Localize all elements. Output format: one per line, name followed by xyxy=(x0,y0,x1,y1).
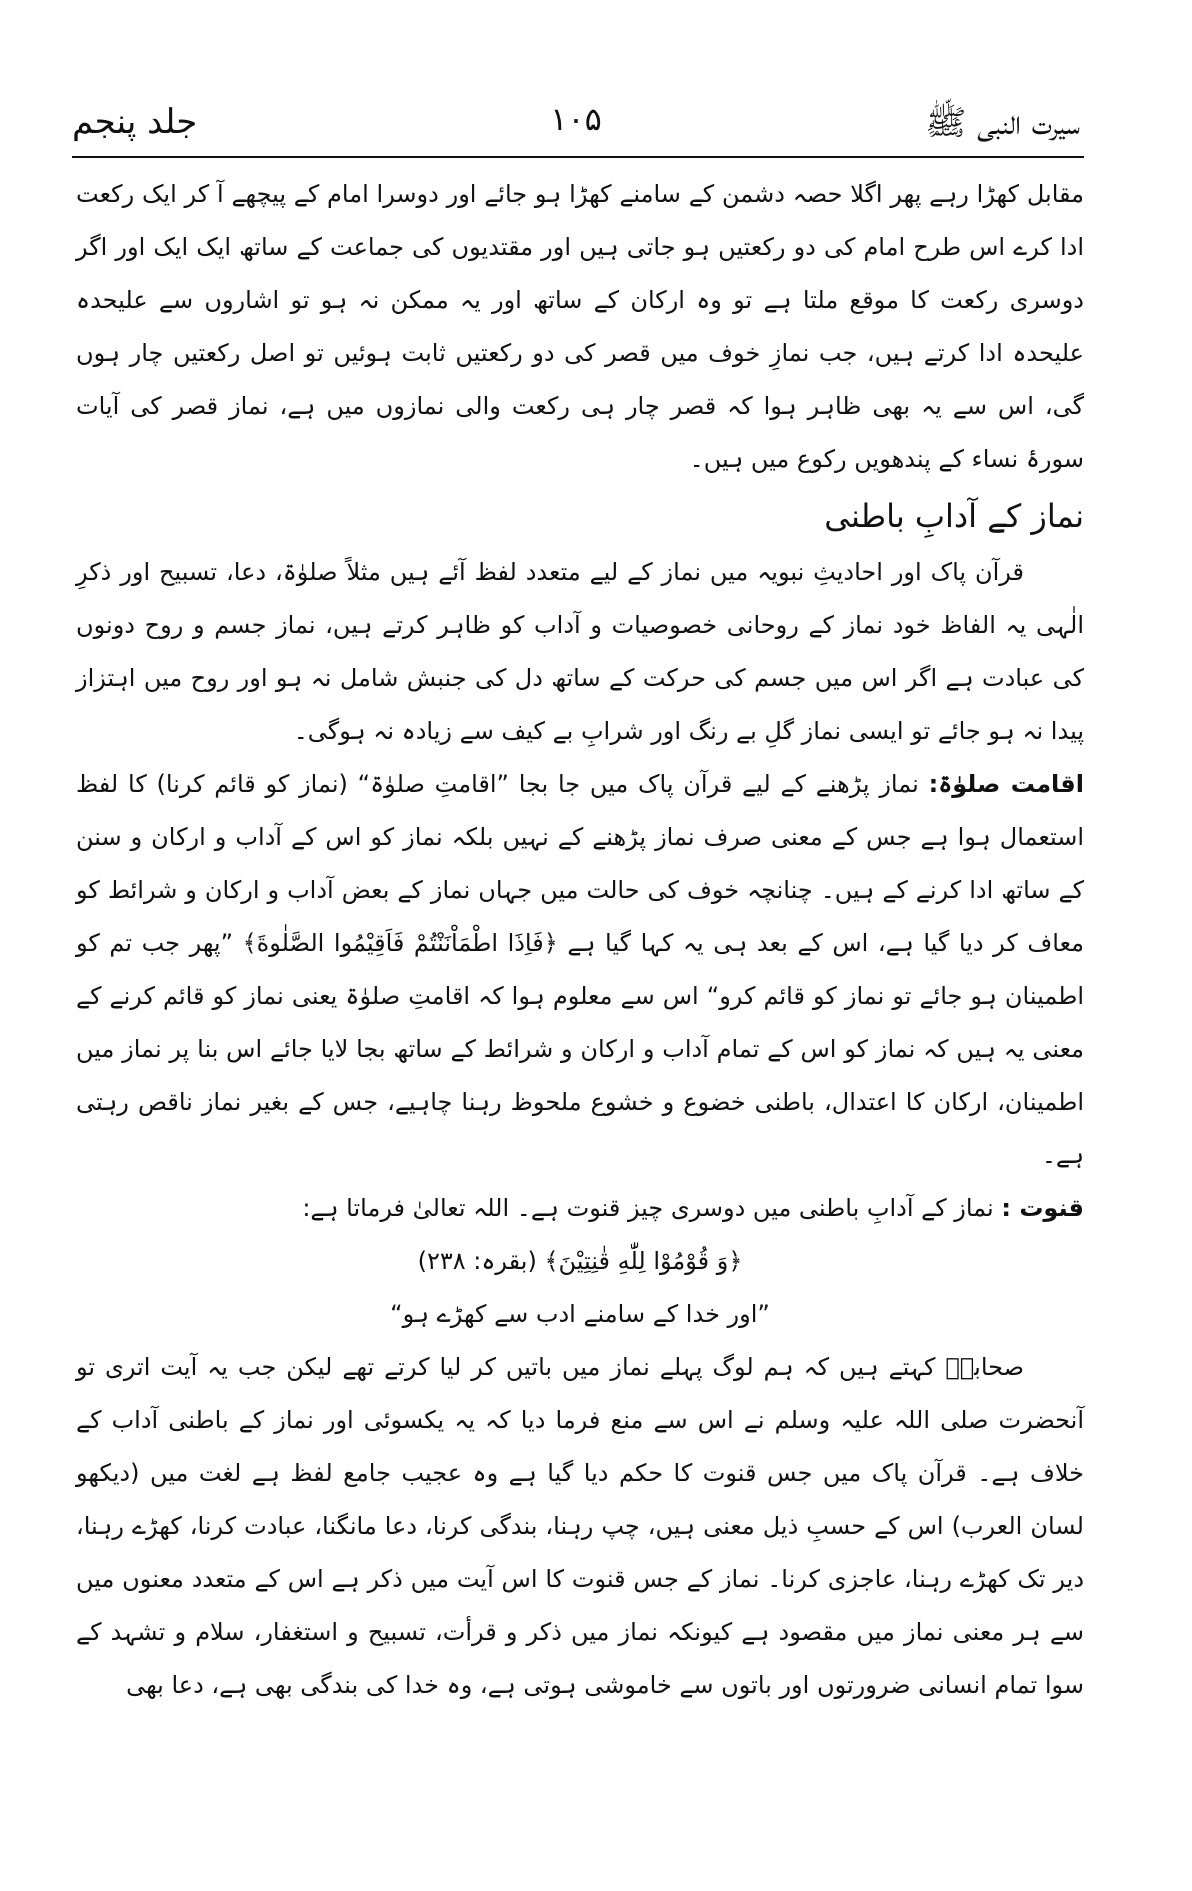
paragraph-qunoot xyxy=(76,1182,1084,1235)
page-number: ۱۰۵ xyxy=(550,100,602,138)
paragraph-qasr: مقابل کھڑا رہے پھر اگلا حصہ دشمن کے سامنے کھڑا ہو جائے اور دوسرا امام کے پیچھے آ کر ایک رکعت ادا کرے اس طرح امام کی دو رکعتیں ہو جاتی ہیں اور مقتدیوں کی جماعت کے ساتھ ایک ایک اور اگر دوسری رکعت کا موقع ملتا ہے تو وہ ارکان کے ساتھ اور یہ ممکن نہ ہو تو اشاروں سے علیحدہ علیحدہ ادا کرتے ہیں، جب نمازِ خوف میں قصر کی دو رکعتیں ثابت ہوئیں تو اصل رکعتیں چار ہوں گی، اس سے یہ بھی ظاہر ہوا کہ قصر چار ہی رکعت والی نمازوں میں ہے، نماز قصر کی آیات سورۂ نساء کے پندھویں رکوع میں ہیں۔ xyxy=(76,180,1084,473)
paragraph-iqamat-text: نماز پڑھنے کے لیے قرآن پاک میں جا بجا ”اقامتِ صلوٰۃ“ (نماز کو قائم کرنا) کا لفظ استعمال ہوا ہے جس کے معنی صرف نماز پڑھنے کے نہیں بلکہ نماز کو اس کے آداب و ارکان و سنن کے ساتھ ادا کرنے کے ہیں۔ چنانچہ خوف کی حالت میں جہاں نماز کے بعض آداب و ارکان و شرائط کو معاف کر دیا گیا ہے، اس کے بعد ہی یہ کہا گیا ہے ﴿فَاِذَا اطْمَاْنَنْتُمْ فَاَقِيْمُوا الصَّلٰوةَ﴾ ”پھر جب تم کو اطمینان ہو جائے تو نماز کو قائم کرو“ اس سے معلوم ہوا کہ اقامتِ صلوٰۃ یعنی نماز کو قائم کرنے کے معنی یہ ہیں کہ نماز کو اس کے تمام آداب و ارکان و شرائط کے ساتھ بجا لایا جائے اس بنا پر نماز میں اطمینان، ارکان کا اعتدال، باطنی خضوع و خشوع ملحوظ رہنا چاہیے، جس کے بغیر نماز ناقص رہتی ہے۔ xyxy=(76,770,1085,1169)
running-title: سیرت النبی ﷺ xyxy=(925,103,1080,143)
term-iqamat: اقامت صلوٰۃ: xyxy=(928,770,1085,798)
page-header xyxy=(72,96,1080,154)
verse-translation: ”اور خدا کے سامنے ادب سے کھڑے ہو“ xyxy=(390,1300,770,1328)
quran-verse: ﴿وَ قُوْمُوْا لِلّٰهِ قٰنِتِيْنَ﴾ (بقرہ: ۲۳۸) xyxy=(417,1247,743,1275)
paragraph-iqamat xyxy=(76,758,1084,1182)
paragraph-sahaba: صحابہؓ کہتے ہیں کہ ہم لوگ پہلے نماز میں باتیں کر لیا کرتے تھے لیکن جب یہ آیت اتری تو آنحضرت صلی اللہ علیہ وسلم نے اس سے منع فرما دیا کہ یہ یکسوئی اور نماز کے باطنی آداب کے خلاف ہے۔ قرآن پاک میں جس قنوت کا حکم دیا گیا ہے وہ عجیب جامع لفظ ہے لغت میں (دیکھو لسان العرب) اس کے حسبِ ذیل معنی ہیں، چپ رہنا، بندگی کرنا، دعا مانگنا، عبادت کرنا، کھڑے رہنا، دیر تک کھڑے رہنا، عاجزی کرنا۔ نماز کے جس قنوت کا اس آیت میں ذکر ہے اس کے متعدد معنوں میں سے ہر معنی نماز میں مقصود ہے کیونکہ نماز میں ذکر و قرأت، تسبیح و استغفار، سلام و تشہد کے سوا تمام انسانی ضرورتوں اور باتوں سے خاموشی ہوتی ہے، وہ خدا کی بندگی بھی ہے، دعا بھی xyxy=(76,1353,1084,1699)
term-qunoot: قنوت : xyxy=(1001,1194,1084,1222)
header-divider xyxy=(72,156,1084,158)
page-body xyxy=(76,168,1084,1712)
paragraph-qunoot-text: نماز کے آدابِ باطنی میں دوسری چیز قنوت ہے۔ اللہ تعالیٰ فرماتا ہے: xyxy=(302,1194,994,1222)
section-heading: نماز کے آدابِ باطنی xyxy=(824,497,1084,535)
paragraph-intro: قرآن پاک اور احادیثِ نبویہ میں نماز کے لیے متعدد لفظ آئے ہیں مثلاً صلوٰۃ، دعا، تسبیح اور ذکرِ الٰہی یہ الفاظ خود نماز کے روحانی خصوصیات و آداب کو ظاہر کرتے ہیں، نماز جسم و روح دونوں کی عبادت ہے اگر اس میں جسم کی حرکت کے ساتھ دل کی جنبش شامل نہ ہو اور روح میں اہتزاز پیدا نہ ہو جائے تو ایسی نماز گلِ بے رنگ اور شرابِ بے کیف سے زیادہ نہ ہوگی۔ xyxy=(76,558,1084,745)
volume-label: جلد پنجم xyxy=(72,102,198,142)
